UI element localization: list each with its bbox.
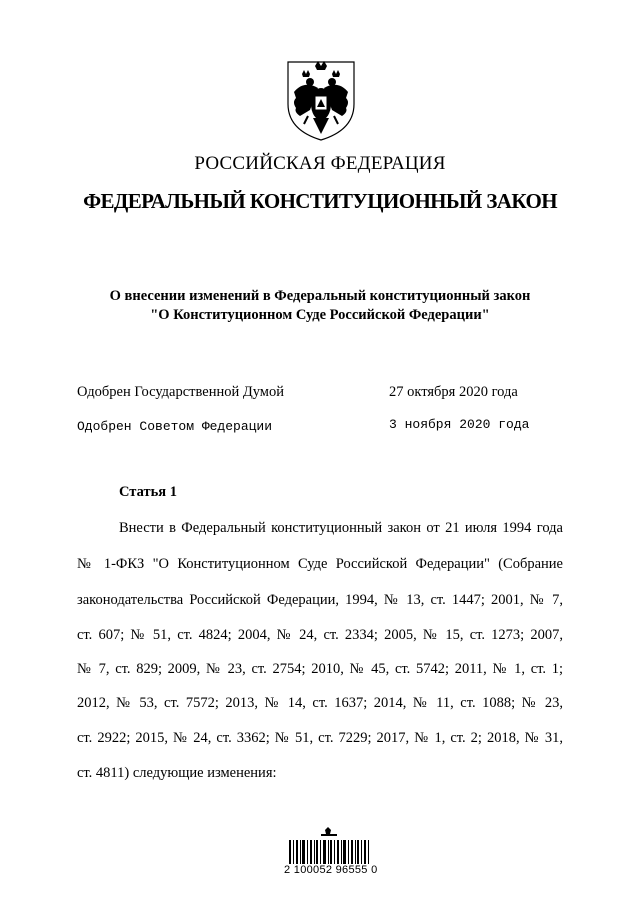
approval-council-label: Одобрен Советом Федерации (77, 419, 273, 434)
law-title-line-2: "О Конституционном Суде Российской Федерации" (150, 307, 490, 323)
approval-council-date: 3 ноября 2020 года (389, 417, 530, 432)
approval-duma-label: Одобрен Государственной Думой (77, 384, 284, 400)
article-text-line: законодательства Российской Федерации, 1994, № 13, ст. 1447; 2001, № 7, (77, 592, 563, 608)
law-title (0, 287, 640, 325)
article-text-line: № 7, ст. 829; 2009, № 23, ст. 2754; 2010, № 45, ст. 5742; 2011, № 1, ст. 1; (77, 661, 563, 677)
country-name: РОССИЙСКАЯ ФЕДЕРАЦИЯ (194, 153, 446, 174)
law-title-line-1: О внесении изменений в Федеральный конституционный закон (109, 288, 531, 304)
article-heading: Статья 1 (119, 484, 177, 500)
coat-of-arms-icon (280, 52, 362, 142)
article-text-line: ст. 2922; 2015, № 24, ст. 3362; № 51, ст. 7229; 2017, № 1, ст. 2; 2018, № 31, (77, 730, 563, 746)
approval-duma-date: 27 октября 2020 года (389, 384, 518, 400)
barcode-number: 2 100052 96555 0 (284, 864, 378, 876)
law-type-heading: ФЕДЕРАЛЬНЫЙ КОНСТИТУЦИОННЫЙ ЗАКОН (83, 189, 557, 213)
article-text-line: ст. 607; № 51, ст. 4824; 2004, № 24, ст. 2334; 2005, № 15, ст. 1273; 2007, (77, 627, 563, 643)
article-text-line: № 1-ФКЗ "О Конституционном Суде Российской Федерации" (Собрание (77, 556, 563, 572)
article-text-line: ст. 4811) следующие изменения: (77, 765, 277, 781)
article-text-line: Внести в Федеральный конституционный закон от 21 июля 1994 года (119, 520, 563, 536)
article-text-line: 2012, № 53, ст. 7572; 2013, № 14, ст. 1637; 2014, № 11, ст. 1088; № 23, (77, 695, 563, 711)
